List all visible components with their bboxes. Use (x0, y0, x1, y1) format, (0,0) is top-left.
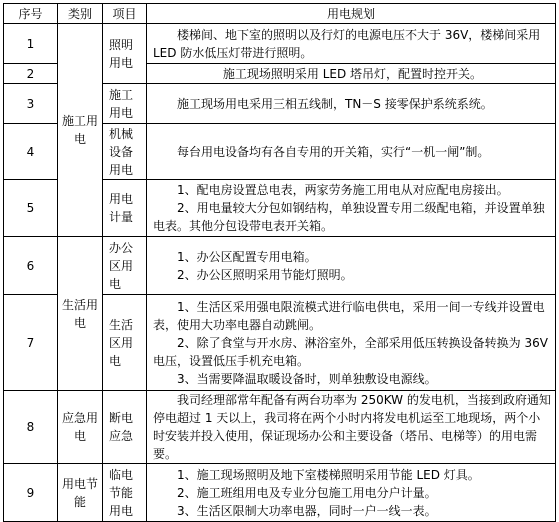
plan-line: 施工现场用电采用三相五线制，TN－S 接零保护系统系统。 (177, 96, 493, 111)
row-number: 5 (4, 180, 58, 237)
plan-cell (147, 237, 556, 295)
row-number: 2 (4, 64, 58, 84)
category-living: 生活用电 (58, 237, 103, 391)
row-number: 4 (4, 124, 58, 180)
table-row (4, 24, 556, 64)
power-plan-table (3, 3, 556, 522)
plan-cell (147, 124, 556, 180)
item-label: 施工用电 (103, 84, 147, 124)
row-number: 8 (4, 391, 58, 464)
header-item: 项目 (103, 4, 147, 24)
plan-line: 3、生活区限制大功率电器，同时一户一线一表。 (177, 503, 437, 518)
item-label: 照明用电 (103, 24, 147, 84)
category-construction: 施工用电 (58, 24, 103, 237)
item-label: 用电计量 (103, 180, 147, 237)
header-category: 类别 (58, 4, 103, 24)
plan-line: 3、当需要降温取暖设备时，则单独敷设电源线。 (177, 371, 437, 386)
category-emergency: 应急用电 (58, 391, 103, 464)
plan-line: 2、用电量较大分包如钢结构，单独设置专用二级配电箱，并设置单独电表。其他分包设带电表开关箱。 (153, 201, 545, 233)
plan-cell (147, 64, 556, 84)
plan-cell (147, 180, 556, 237)
table-row (4, 237, 556, 295)
plan-cell (147, 84, 556, 124)
plan-cell (147, 391, 556, 464)
plan-line: 施工现场照明采用 LED 塔吊灯，配置时控开关。 (222, 66, 483, 81)
item-label: 机械设备用电 (103, 124, 147, 180)
row-number: 1 (4, 24, 58, 64)
row-number: 3 (4, 84, 58, 124)
plan-line: 1、办公区配置专用电箱。 (177, 249, 317, 264)
row-number: 7 (4, 295, 58, 391)
plan-line: 1、施工现场照明及地下室楼梯照明采用节能 LED 灯具。 (177, 467, 480, 482)
plan-line: 1、配电房设置总电表，两家劳务施工用电从对应配电房接出。 (177, 183, 509, 197)
plan-cell (147, 24, 556, 64)
item-label: 办公区用电 (103, 237, 147, 295)
item-label: 断电应急 (103, 391, 147, 464)
table-header-row (4, 4, 556, 24)
plan-line: 2、除了食堂与开水房、淋浴室外，全部采用低压转换设备转换为 36V 电压，设置低压手机充电箱。 (153, 335, 548, 368)
plan-line: 我司经理部常年配备有两台功率为 250KW 的发电机，当接到政府通知停电超过 1 天以上，我司将在两个小时内将发电机运至工地现场，两个小时安装并投入使用，保证现场办公和主要设备（塔吊、电梯等）的用电需要。 (153, 393, 551, 461)
plan-line: 1、生活区采用强电限流模式进行临电供电，采用一间一专线并设置电表，使用大功率电器自动跳闸。 (153, 299, 545, 332)
category-saving: 用电节能 (58, 464, 103, 522)
table-row (4, 391, 556, 464)
plan-line: 2、施工班组用电及专业分包施工用电分户计量。 (177, 485, 437, 500)
table-row (4, 464, 556, 522)
item-label: 生活区用电 (103, 295, 147, 391)
plan-line: 2、办公区照明采用节能灯照明。 (177, 267, 353, 282)
plan-cell (147, 464, 556, 522)
row-number: 6 (4, 237, 58, 295)
header-plan: 用电规划 (147, 4, 556, 24)
plan-line: 楼梯间、地下室的照明以及行灯的电源电压不大于 36V，楼梯间采用 LED 防水低压灯带进行照明。 (153, 27, 541, 60)
header-no: 序号 (4, 4, 58, 24)
item-label: 临电节能用电 (103, 464, 147, 522)
row-number: 9 (4, 464, 58, 522)
plan-line: 每台用电设备均有各自专用的开关箱，实行“一机一闸”制。 (177, 144, 490, 159)
plan-cell (147, 295, 556, 391)
